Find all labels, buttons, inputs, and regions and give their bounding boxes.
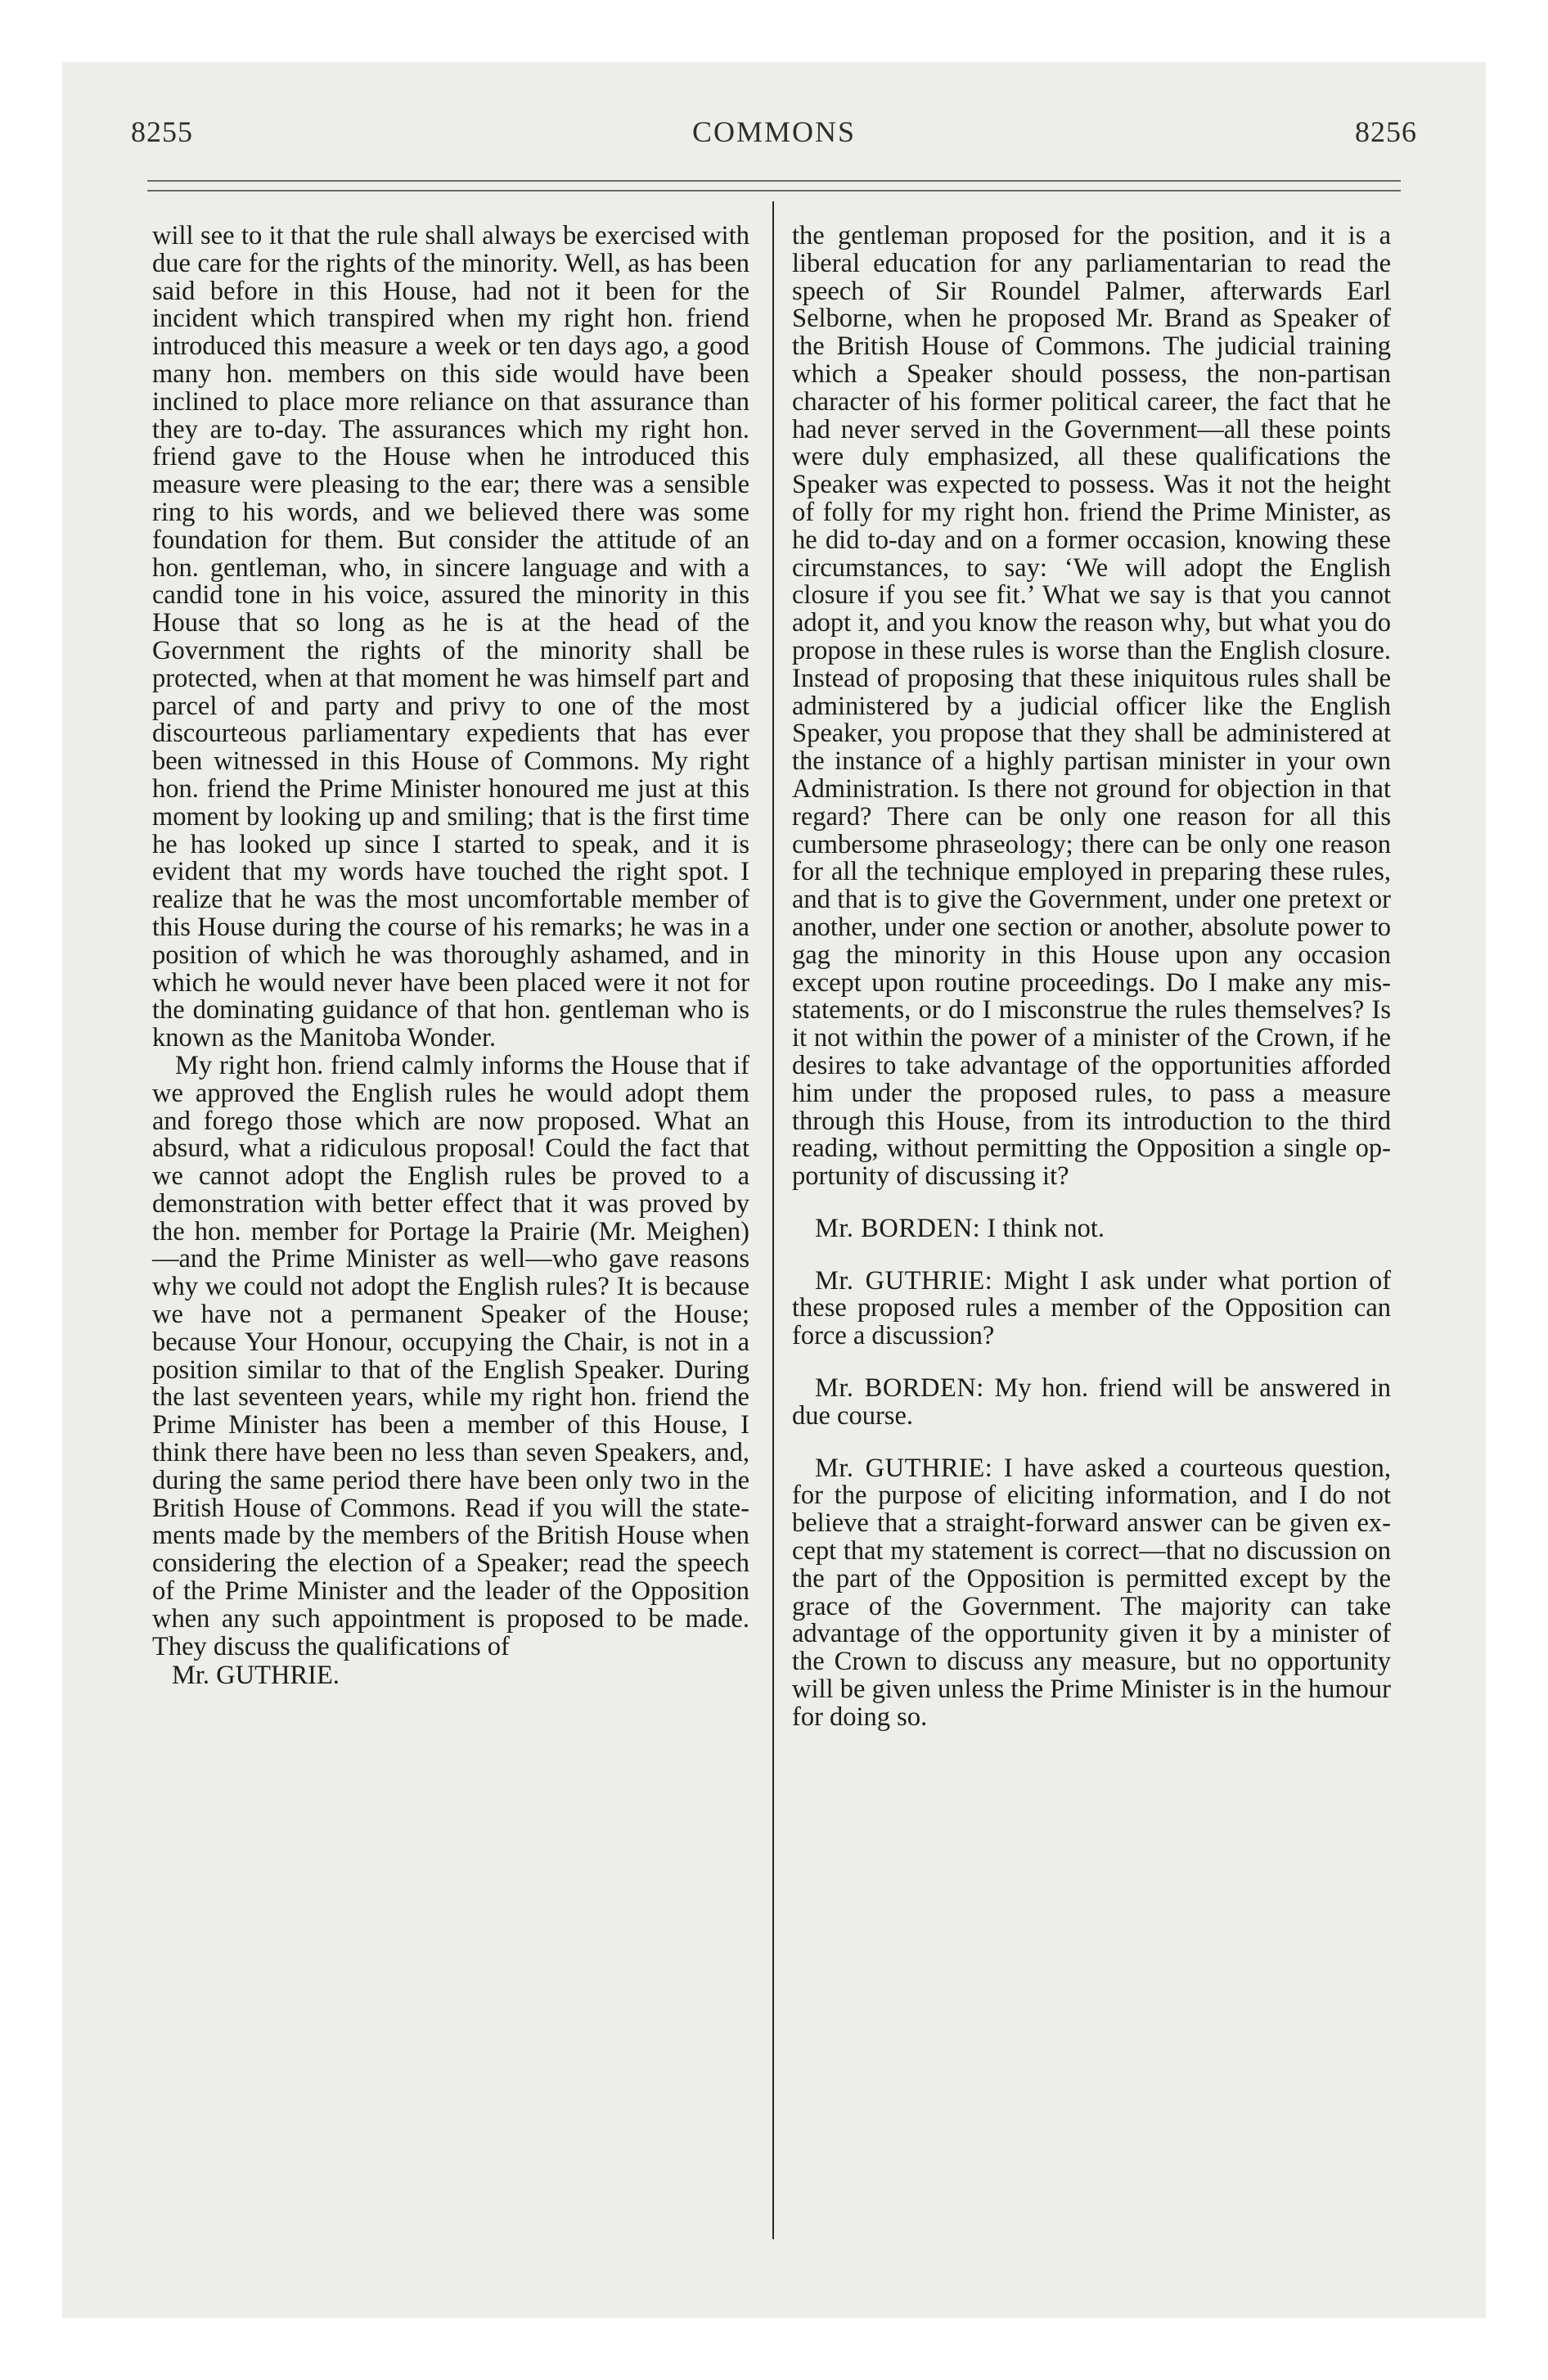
right-column — [792, 223, 1391, 1732]
left-paragraph-2: My right hon. friend calmly informs the House that if we approved the English rules he would adopt them and forego those which are now proposed. What an absurd, what a ridiculous proposal! Could the fact that we cannot adopt the English rules be proved to a demonstration with better effect that it was proved by the hon. member for Portage la Prairie (Mr. Meighen) —and the Prime Minister as well—who gave reasons why we could not adopt the English rules? It is because we have not a permanent Speaker of the House; because Your Honour, occupying the Chair, is not in a position similar to that of the English Speaker. During the last seventeen years, while my right hon. friend the Prime Minister has been a member of this House, I think there have been no less than seven Speakers, and, during the same period there have been only two in the British House of Commons. Read if you will the statements made by the members of the British House when considering the election of a Speaker; read the speech of the Prime Minister and the leader of the Opposition when any such appointment is proposed to be made. They discuss the qualifications of — [152, 1050, 749, 1661]
exchange-2 — [792, 1265, 1392, 1351]
page-number-right: 8256 — [1355, 115, 1417, 148]
page-number-left: 8255 — [131, 115, 193, 148]
header-rule-top — [147, 180, 1401, 182]
speech-text: I think not. — [987, 1213, 1105, 1243]
column-separator — [772, 201, 774, 2239]
running-header-title: COMMONS — [691, 115, 857, 148]
speaker-name: Mr. BORDEN: — [815, 1213, 981, 1243]
speech-text: Might I ask under what portion of these proposed rules a member of the Opposition can force a discussion? — [792, 1265, 1392, 1351]
page-sheet — [62, 62, 1486, 2318]
exchange-4 — [792, 1455, 1391, 1732]
speaker-name: Mr. BORDEN: — [815, 1373, 984, 1404]
speaker-attribution: Mr. GUTHRIE. — [172, 1661, 340, 1691]
right-paragraph-1: the gentleman proposed for the position, and it is a liberal education for any parliamentarian to read the speech of Sir Roundel Palmer, afterwards Earl Selborne, when he proposed Mr. Brand as Speaker of the British House of Commons. The judicial training which a Speaker should possess, the non-partisan character of his former political career, the fact that he had never served in the Government—all these points were duly emphasized, all these qualifications the Speaker was expected to possess. Was it not the height of folly for my right hon. friend the Prime Minister, as he did to-day and on a former occasion, knowing these circumstances, to say: ‘We will adopt the English closure if you see fit.’ What we say is that you cannot adopt it, and you know the reason why, but what you do propose in these rules is worse than the English closure. Instead of proposing that these iniquitous rules shall be administered by a judicial officer like the English Speaker, you propose that they shall be administered at the instance of a highly partisan minister in your own Administration. Is there not ground for objection in that regard? There can be only one reason for all this cumbersome phraseology; there can be only one reason for all the technique employed in preparing these rules, and that is to give the Government, under one pretext or another, under one section or another, absolute power to gag the minority in this House upon any occasion except upon routine proceedings. Do I make any mis-statements, or do I misconstrue the rules themselves? Is it not within the power of a minister of the Crown, if he desires to take advantage of the opportunities afforded him under the proposed rules, to pass a measure through this House, from its introduction to the third reading, without permitting the Opposition a single opportunity of discussing it? — [792, 221, 1391, 1192]
speaker-name: Mr. GUTHRIE: — [815, 1453, 993, 1483]
speech-text: I have asked a courteous question, for the purpose of eliciting information, and I do not believe that a straight-forward answer can be given except that my statement is correct—that no discussion on the part of the Opposition is permitted except by the grace of the Government. The majority can take advantage of the opportunity given it by a minister of the Crown to discuss any measure, but no opportunity will be given unless the Prime Minister is in the humour for doing so. — [792, 1453, 1392, 1732]
header-rule-bottom — [147, 190, 1401, 192]
exchange-1 — [792, 1215, 1391, 1243]
speaker-name: Mr. GUTHRIE: — [815, 1265, 993, 1296]
left-paragraph-1: will see to it that the rule shall always be exercised with due care for the rights of the minority. Well, as has been said before in this House, had not it been for the incident which transpired when my right hon. friend introduced this measure a week or ten days ago, a good many hon. members on this side would have been inclined to place more reliance on that assurance than they are to-day. The assurances which my right hon. friend gave to the House when he introduced this measure were pleasing to the ear; there was a sensible ring to his words, and we believed there was some foundation for them. But consider the attitude of an hon. gentleman, who, in sincere language and with a candid tone in his voice, assured the minority in this House that so long as he is at the head of the Government the rights of the minority shall be protected, when at that moment he was himself part and parcel of and party and privy to one of the most discourteous parliamentary expedients that has ever been witnessed in this House of Commons. My right hon. friend the Prime Minister honoured me just at this moment by looking up and smiling; that is the first time he has looked up since I started to speak, and it is evident that my words have touched the right spot. I realize that he was the most uncomfortable member of this House during the course of his remarks; he was in a position of which he was thoroughly ashamed, and in which he would never have been placed were it not for the dominating guidance of that hon. gentleman who is known as the Manitoba Wonder. — [152, 221, 749, 1053]
exchange-3 — [792, 1375, 1391, 1431]
speech-text: My hon. friend will be answered in due course. — [792, 1373, 1392, 1431]
left-column — [152, 223, 749, 1690]
